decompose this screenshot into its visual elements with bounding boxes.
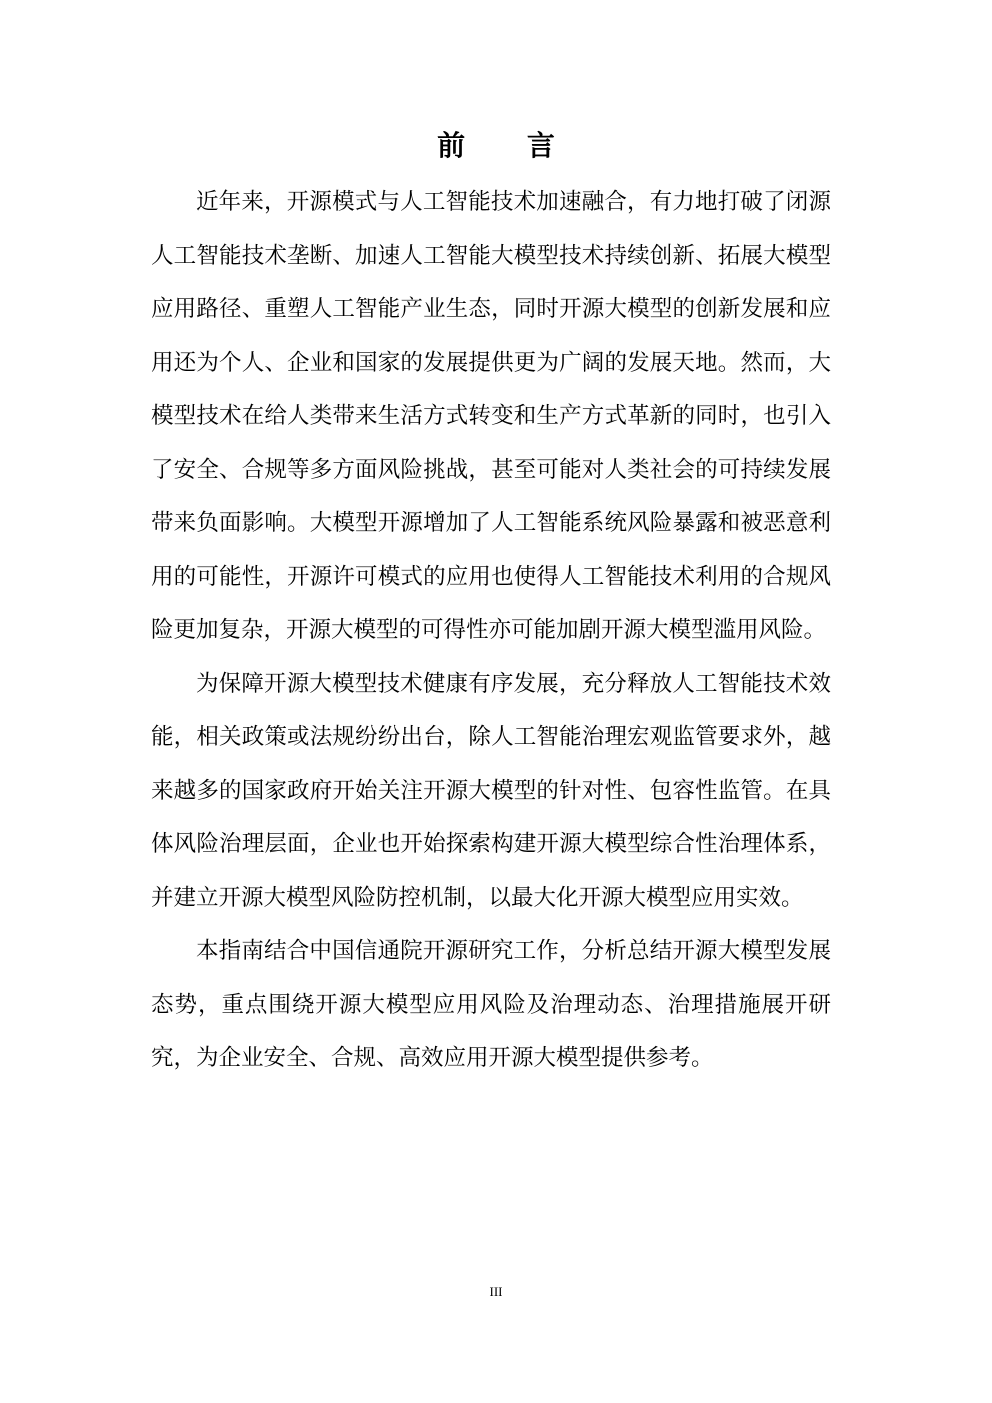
paragraph-3: 本指南结合中国信通院开源研究工作，分析总结开源大模型发展态势，重点围绕开源大模型应用风险及治理动态、治理措施展开研究，为企业安全、合规、高效应用开源大模型提供参考。 — [151, 938, 831, 1071]
page-number: III — [489, 1284, 503, 1299]
paragraph-2: 为保障开源大模型技术健康有序发展，充分释放人工智能技术效能，相关政策或法规纷纷出台，除人工智能治理宏观监管要求外，越来越多的国家政府开始关注开源大模型的针对性、包容性监管。在具体风险治理层面，企业也开始探索构建开源大模型综合性治理体系，并建立开源大模型风险防控机制，以最大化开源大模型应用实效。 — [151, 670, 831, 911]
paragraph-1: 近年来，开源模式与人工智能技术加速融合，有力地打破了闭源人工智能技术垄断、加速人工智能大模型技术持续创新、拓展大模型应用路径、重塑人工智能产业生态，同时开源大模型的创新发展和应用还为个人、企业和国家的发展提供更为广阔的发展天地。然而，大模型技术在给人类带来生活方式转变和生产方式革新的同时，也引入了安全、合规等多方面风险挑战，甚至可能对人类社会的可持续发展带来负面影响。大模型开源增加了人工智能系统风险暴露和被恶意利用的可能性，开源许可模式的应用也使得人工智能技术利用的合规风险更加复杂，开源大模型的可得性亦可能加剧开源大模型滥用风险。 — [151, 189, 831, 643]
document-body — [151, 176, 831, 1086]
page-title: 前 言 — [437, 129, 581, 162]
